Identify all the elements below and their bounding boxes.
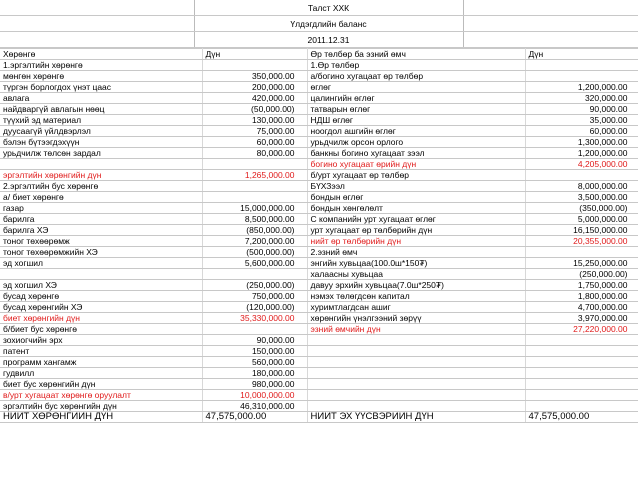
liability-amount: 3,500,000.00	[525, 192, 638, 203]
table-row	[0, 93, 638, 104]
liability-label: С компанийн урт хугацаат өглөг	[307, 214, 525, 225]
table-row	[0, 258, 638, 269]
total-sources-label: НИЙТ ЭХ ҮҮСВЭРИЙН ДҮН	[307, 412, 525, 423]
asset-amount: 8,500,000.00	[202, 214, 307, 225]
table-row	[0, 82, 638, 93]
table-row	[0, 71, 638, 82]
col-assets-amount: Дүн	[202, 49, 307, 60]
liability-label: энгийн хувьцаа(100.0ш*150₮)	[307, 258, 525, 269]
table-row	[0, 159, 638, 170]
liability-amount: 20,355,000.00	[525, 236, 638, 247]
asset-label: эд хогшил	[0, 258, 202, 269]
asset-label: найдваргүй авлагын нөөц	[0, 104, 202, 115]
asset-label: а/ биет хөрөнгө	[0, 192, 202, 203]
table-row	[0, 302, 638, 313]
asset-label: бэлэн бүтээгдэхүүн	[0, 137, 202, 148]
header-title	[0, 16, 638, 32]
liability-amount: 1,300,000.00	[525, 137, 638, 148]
asset-label	[0, 269, 202, 280]
table-row	[0, 346, 638, 357]
liability-amount	[525, 390, 638, 401]
liability-label: б/урт хугацаат өр төлбөр	[307, 170, 525, 181]
asset-amount: 35,330,000.00	[202, 313, 307, 324]
asset-label: түүхий эд материал	[0, 115, 202, 126]
table-row	[0, 313, 638, 324]
liability-amount: (250,000.00)	[525, 269, 638, 280]
liability-label: хуримтлагдсан ашиг	[307, 302, 525, 313]
liability-label: богино хугацаат өрийн дүн	[307, 159, 525, 170]
liability-label: нийт өр төлбөрийн дүн	[307, 236, 525, 247]
liability-amount: 320,000.00	[525, 93, 638, 104]
liability-label: бондын хөнгөлөлт	[307, 203, 525, 214]
table-row	[0, 192, 638, 203]
asset-label: в/урт хугацаат хөрөнгө оруулалт	[0, 390, 202, 401]
table-row	[0, 203, 638, 214]
totals-row	[0, 412, 638, 423]
liability-amount	[525, 357, 638, 368]
liability-label: эзний өмчийн дүн	[307, 324, 525, 335]
asset-label: тоног төхөөрөмж	[0, 236, 202, 247]
asset-label: барилга	[0, 214, 202, 225]
liability-label	[307, 390, 525, 401]
col-assets: Хөрөнгө	[0, 49, 202, 60]
table-row	[0, 181, 638, 192]
asset-amount: (500,000.00)	[202, 247, 307, 258]
liability-amount	[525, 368, 638, 379]
liability-label: давуу эрхийн хувьцаа(7.0ш*250₮)	[307, 280, 525, 291]
col-liabilities: Өр төлбөр ба эзний өмч	[307, 49, 525, 60]
asset-amount: (250,000.00)	[202, 280, 307, 291]
asset-label: бусад хөрөнгө	[0, 291, 202, 302]
liability-amount: 8,000,000.00	[525, 181, 638, 192]
liability-amount: 3,970,000.00	[525, 313, 638, 324]
asset-amount: (120,000.00)	[202, 302, 307, 313]
asset-amount: 150,000.00	[202, 346, 307, 357]
liability-label: ноогдол ашгийн өглөг	[307, 126, 525, 137]
asset-label: газар	[0, 203, 202, 214]
asset-amount	[202, 324, 307, 335]
liability-amount	[525, 60, 638, 71]
asset-amount	[202, 159, 307, 170]
asset-label: тоног төхөөрөмжийн ХЭ	[0, 247, 202, 258]
asset-amount: 60,000.00	[202, 137, 307, 148]
table-row	[0, 324, 638, 335]
total-assets-amount: 47,575,000.00	[202, 412, 307, 423]
liability-label: урьдчилж орсон орлого	[307, 137, 525, 148]
asset-amount: (50,000.00)	[202, 104, 307, 115]
liability-amount: 1,200,000.00	[525, 82, 638, 93]
liability-amount: 90,000.00	[525, 104, 638, 115]
liability-label: цалингийн өглөг	[307, 93, 525, 104]
asset-amount	[202, 192, 307, 203]
liability-amount: (350,000.00)	[525, 203, 638, 214]
table-row	[0, 247, 638, 258]
header-date	[0, 32, 638, 48]
total-sources-amount: 47,575,000.00	[525, 412, 638, 423]
asset-amount: (850,000.00)	[202, 225, 307, 236]
asset-label: эд хогшил ХЭ	[0, 280, 202, 291]
table-row	[0, 357, 638, 368]
asset-label: түргэн борлогдох үнэт цаас	[0, 82, 202, 93]
total-assets-label: НИЙТ ХӨРӨНГИЙН ДҮН	[0, 412, 202, 423]
table-row	[0, 335, 638, 346]
asset-label: биет хөрөнгийн дүн	[0, 313, 202, 324]
liability-amount	[525, 401, 638, 412]
asset-label: бусад хөрөнгийн ХЭ	[0, 302, 202, 313]
asset-amount: 200,000.00	[202, 82, 307, 93]
col-liabilities-amount: Дүн	[525, 49, 638, 60]
asset-amount: 75,000.00	[202, 126, 307, 137]
liability-amount: 4,205,000.00	[525, 159, 638, 170]
asset-label: барилга ХЭ	[0, 225, 202, 236]
liability-amount: 60,000.00	[525, 126, 638, 137]
asset-amount: 980,000.00	[202, 379, 307, 390]
liability-label: 2.эзний өмч	[307, 247, 525, 258]
asset-amount: 15,000,000.00	[202, 203, 307, 214]
asset-label: эргэлтийн хөрөнгийн дүн	[0, 170, 202, 181]
asset-amount	[202, 60, 307, 71]
liability-label: НДШ өглөг	[307, 115, 525, 126]
liability-amount	[525, 379, 638, 390]
asset-amount: 90,000.00	[202, 335, 307, 346]
liability-label: өглөг	[307, 82, 525, 93]
liability-amount: 1,200,000.00	[525, 148, 638, 159]
asset-amount: 1,265,000.00	[202, 170, 307, 181]
asset-label: эргэлтийн бус хөрөнгийн дүн	[0, 401, 202, 412]
liability-amount: 16,150,000.00	[525, 225, 638, 236]
asset-label: авлага	[0, 93, 202, 104]
asset-amount	[202, 181, 307, 192]
liability-amount: 1,800,000.00	[525, 291, 638, 302]
table-row	[0, 148, 638, 159]
asset-amount: 750,000.00	[202, 291, 307, 302]
asset-label: зохиогчийн эрх	[0, 335, 202, 346]
table-row	[0, 390, 638, 401]
table-row	[0, 115, 638, 126]
table-row	[0, 137, 638, 148]
table-row	[0, 126, 638, 137]
asset-label	[0, 159, 202, 170]
liability-amount	[525, 346, 638, 357]
table-row	[0, 291, 638, 302]
asset-amount: 5,600,000.00	[202, 258, 307, 269]
liability-label: урт хугацаат өр төлбөрийн дүн	[307, 225, 525, 236]
asset-amount: 130,000.00	[202, 115, 307, 126]
liability-label: халаасны хувьцаа	[307, 269, 525, 280]
report-title: Үлдэгдлийн баланс	[194, 16, 464, 31]
table-row	[0, 236, 638, 247]
table-row	[0, 379, 638, 390]
table-row	[0, 269, 638, 280]
asset-label: программ хангамж	[0, 357, 202, 368]
asset-label: дуусаагүй үйлдвэрлэл	[0, 126, 202, 137]
table-row	[0, 280, 638, 291]
liability-amount: 35,000.00	[525, 115, 638, 126]
table-row	[0, 368, 638, 379]
table-row	[0, 401, 638, 412]
asset-amount	[202, 269, 307, 280]
liability-amount: 1,750,000.00	[525, 280, 638, 291]
table-row	[0, 225, 638, 236]
liability-label	[307, 346, 525, 357]
column-headers	[0, 49, 638, 60]
asset-label: гудвилл	[0, 368, 202, 379]
liability-label: нэмэх төлөгдсөн капитал	[307, 291, 525, 302]
asset-label: биет бус хөрөнгийн дүн	[0, 379, 202, 390]
asset-amount: 7,200,000.00	[202, 236, 307, 247]
asset-amount: 10,000,000.00	[202, 390, 307, 401]
report-date: 2011.12.31	[194, 32, 464, 47]
liability-amount: 4,700,000.00	[525, 302, 638, 313]
liability-label	[307, 379, 525, 390]
liability-label: БҮХЗээл	[307, 181, 525, 192]
liability-label: банкны богино хугацаат зээл	[307, 148, 525, 159]
liability-label	[307, 368, 525, 379]
liability-amount: 5,000,000.00	[525, 214, 638, 225]
liability-amount: 27,220,000.00	[525, 324, 638, 335]
liability-amount: 15,250,000.00	[525, 258, 638, 269]
asset-amount: 180,000.00	[202, 368, 307, 379]
table-row	[0, 104, 638, 115]
header-company	[0, 0, 638, 16]
liability-label: бондын өглөг	[307, 192, 525, 203]
asset-label: патент	[0, 346, 202, 357]
asset-label: 2.эргэлтийн бус хөрөнгө	[0, 181, 202, 192]
asset-amount: 560,000.00	[202, 357, 307, 368]
liability-label: хөрөнгийн үнэлгээний зөрүү	[307, 313, 525, 324]
asset-label: б/биет бус хөрөнгө	[0, 324, 202, 335]
liability-amount	[525, 247, 638, 258]
asset-amount: 46,310,000.00	[202, 401, 307, 412]
table-row	[0, 170, 638, 181]
company-name: Талст ХХК	[194, 0, 464, 15]
liability-amount	[525, 170, 638, 181]
liability-label: 1.Өр төлбөр	[307, 60, 525, 71]
asset-label: мөнгөн хөрөнгө	[0, 71, 202, 82]
asset-amount: 350,000.00	[202, 71, 307, 82]
liability-label	[307, 401, 525, 412]
table-row	[0, 214, 638, 225]
table-row	[0, 60, 638, 71]
asset-amount: 420,000.00	[202, 93, 307, 104]
asset-amount: 80,000.00	[202, 148, 307, 159]
liability-label: татварын өглөг	[307, 104, 525, 115]
liability-label: а/богино хугацаат өр төлбөр	[307, 71, 525, 82]
asset-label: 1.эргэлтийн хөрөнгө	[0, 60, 202, 71]
liability-amount	[525, 335, 638, 346]
liability-label	[307, 357, 525, 368]
balance-table	[0, 48, 638, 423]
asset-label: урьдчилж төлсөн зардал	[0, 148, 202, 159]
liability-amount	[525, 71, 638, 82]
liability-label	[307, 335, 525, 346]
